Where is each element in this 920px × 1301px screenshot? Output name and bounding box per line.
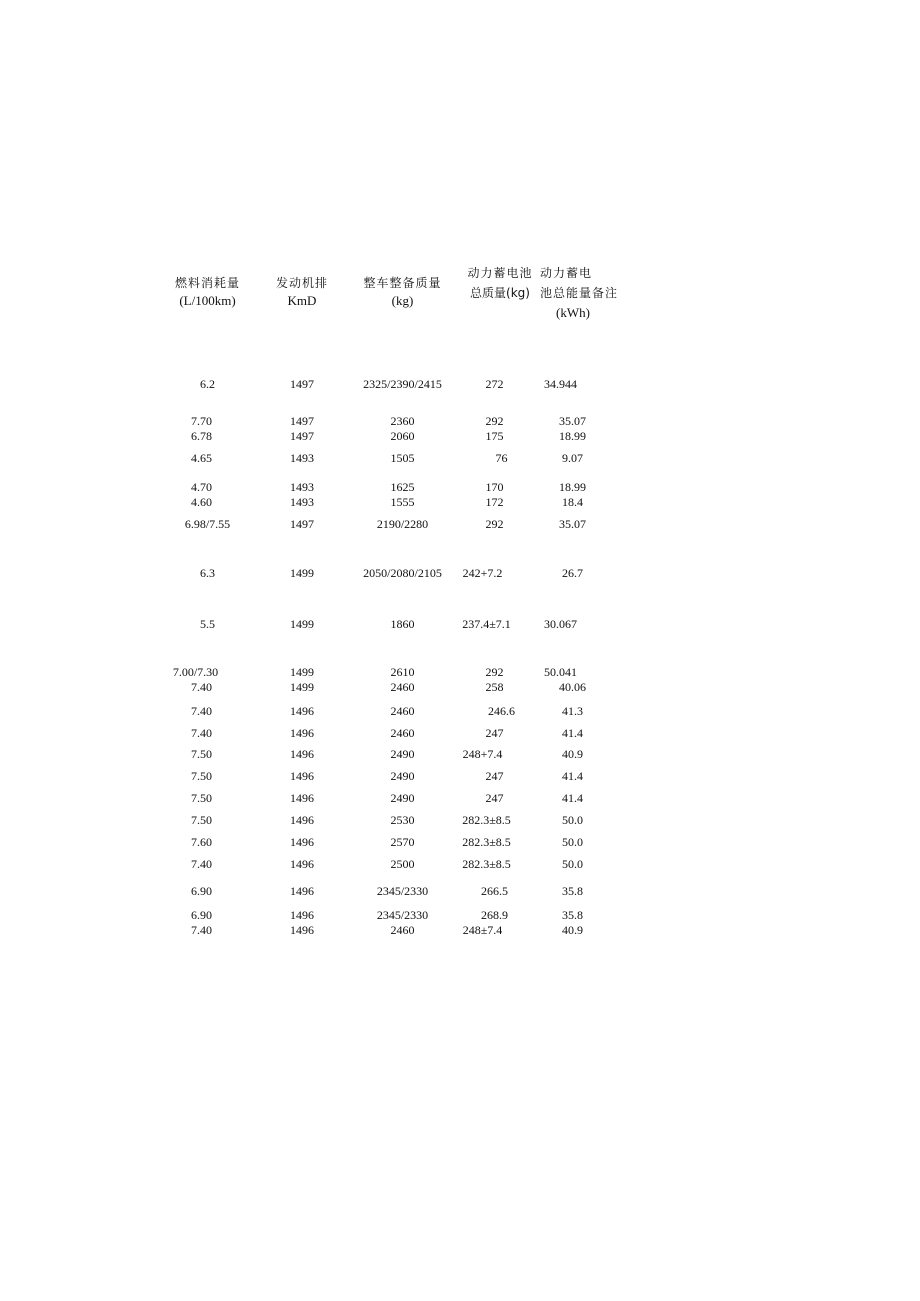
fuel-consumption-cell: 7.40 [191,680,212,694]
curb-weight-cell: 1555 [390,495,415,509]
header-battery-energy-unit: (kWh) [556,305,590,320]
curb-weight-cell: 2190/2280 [376,517,429,531]
fuel-consumption-cell: 4.60 [191,495,212,509]
engine-displacement-cell: 1497 [290,429,314,443]
fuel-consumption-cell: 7.40 [191,857,212,871]
battery-mass-cell: 242+7.2 [462,566,503,580]
battery-mass-cell: 248+7.4 [462,747,503,761]
battery-mass-cell: 237.4±7.1 [462,617,511,631]
battery-mass-cell: 282.3±8.5 [462,835,511,849]
curb-weight-cell: 2490 [390,747,415,761]
fuel-consumption-cell: 6.90 [191,908,212,922]
battery-mass-cell: 170 [485,480,504,494]
engine-displacement-cell: 1496 [290,923,314,937]
header-engine-displacement-cn: 发动机排 [275,276,328,290]
header-battery-energy-cn-2: 池总能量备注 [540,286,619,300]
battery-energy-cell: 40.9 [562,923,583,937]
battery-mass-cell: 76 [495,451,508,465]
battery-energy-cell: 18.99 [559,480,586,494]
curb-weight-cell: 1505 [390,451,415,465]
battery-energy-cell: 50.0 [562,857,583,871]
battery-mass-cell: 272 [485,377,504,391]
battery-energy-cell: 41.4 [562,726,583,740]
battery-mass-cell: 246.6 [488,704,515,718]
engine-displacement-cell: 1499 [290,665,314,679]
engine-displacement-cell: 1496 [290,835,314,849]
engine-displacement-cell: 1496 [290,704,314,718]
battery-energy-cell: 30.067 [544,617,577,631]
battery-mass-cell: 247 [485,769,504,783]
engine-displacement-cell: 1496 [290,791,314,805]
fuel-consumption-cell: 6.3 [200,566,215,580]
engine-displacement-cell: 1496 [290,747,314,761]
battery-mass-cell: 292 [485,517,504,531]
battery-mass-cell: 172 [485,495,504,509]
battery-mass-cell: 282.3±8.5 [462,857,511,871]
fuel-consumption-cell: 7.40 [191,726,212,740]
fuel-consumption-cell: 6.98/7.55 [184,517,231,531]
engine-displacement-cell: 1496 [290,884,314,898]
header-fuel-consumption-unit: (L/100km) [179,293,236,308]
battery-energy-cell: 41.4 [562,769,583,783]
curb-weight-cell: 2500 [390,857,415,871]
battery-energy-cell: 35.07 [559,414,586,428]
engine-displacement-cell: 1496 [290,769,314,783]
curb-weight-cell: 2460 [390,704,415,718]
battery-energy-cell: 50.041 [544,665,577,679]
curb-weight-cell: 2460 [390,923,415,937]
fuel-consumption-cell: 7.00/7.30 [172,665,219,679]
curb-weight-cell: 2460 [390,680,415,694]
battery-mass-cell: 282.3±8.5 [462,813,511,827]
header-engine-displacement [262,275,342,309]
fuel-consumption-cell: 6.90 [191,884,212,898]
fuel-consumption-cell: 7.70 [191,414,212,428]
battery-mass-cell: 292 [485,414,504,428]
engine-displacement-cell: 1493 [290,451,314,465]
engine-displacement-cell: 1497 [290,517,314,531]
battery-energy-cell: 9.07 [562,451,583,465]
curb-weight-cell: 2610 [390,665,415,679]
curb-weight-cell: 2060 [390,429,415,443]
battery-energy-cell: 26.7 [562,566,583,580]
engine-displacement-cell: 1497 [290,414,314,428]
curb-weight-cell: 1625 [390,480,415,494]
header-curb-weight [350,275,455,309]
battery-energy-cell: 35.8 [562,908,583,922]
curb-weight-cell: 2345/2330 [376,908,429,922]
fuel-consumption-cell: 7.50 [191,791,212,805]
battery-energy-cell: 40.9 [562,747,583,761]
fuel-consumption-cell: 4.65 [191,451,212,465]
header-fuel-consumption [160,275,255,309]
engine-displacement-cell: 1496 [290,726,314,740]
battery-mass-cell: 247 [485,726,504,740]
curb-weight-cell: 1860 [390,617,415,631]
battery-energy-cell: 50.0 [562,835,583,849]
battery-energy-cell: 35.8 [562,884,583,898]
battery-mass-cell: 247 [485,791,504,805]
curb-weight-cell: 2345/2330 [376,884,429,898]
header-battery-mass-cn: 动力蓄电池 [467,266,533,280]
battery-energy-cell: 50.0 [562,813,583,827]
battery-energy-cell: 18.4 [562,495,583,509]
engine-displacement-cell: 1493 [290,495,314,509]
fuel-consumption-cell: 7.40 [191,704,212,718]
engine-displacement-cell: 1496 [290,857,314,871]
battery-energy-cell: 41.4 [562,791,583,805]
curb-weight-cell: 2050/2080/2105 [363,566,442,580]
engine-displacement-cell: 1496 [290,908,314,922]
header-curb-weight-unit: (kg) [391,293,414,308]
engine-displacement-cell: 1497 [290,377,314,391]
header-engine-displacement-unit: KmD [287,293,317,308]
fuel-consumption-cell: 6.78 [191,429,212,443]
curb-weight-cell: 2490 [390,791,415,805]
battery-energy-cell: 35.07 [559,517,586,531]
engine-displacement-cell: 1496 [290,813,314,827]
engine-displacement-cell: 1493 [290,480,314,494]
engine-displacement-cell: 1499 [290,617,314,631]
battery-mass-cell: 266.5 [481,884,508,898]
battery-energy-cell: 41.3 [562,704,583,718]
battery-mass-cell: 248±7.4 [462,923,503,937]
curb-weight-cell: 2570 [390,835,415,849]
battery-energy-cell: 18.99 [559,429,586,443]
curb-weight-cell: 2490 [390,769,415,783]
header-fuel-consumption-cn: 燃料消耗量 [174,276,240,290]
header-curb-weight-cn: 整车整备质量 [363,276,442,290]
header-battery-energy-cn-1: 动力蓄电 [540,266,593,280]
curb-weight-cell: 2530 [390,813,415,827]
curb-weight-cell: 2460 [390,726,415,740]
fuel-consumption-cell: 5.5 [200,617,215,631]
battery-energy-cell: 34.944 [544,377,577,391]
fuel-consumption-cell: 7.40 [191,923,212,937]
battery-mass-cell: 175 [485,429,504,443]
fuel-consumption-cell: 7.60 [191,835,212,849]
curb-weight-cell: 2325/2390/2415 [363,377,442,391]
engine-displacement-cell: 1499 [290,566,314,580]
fuel-consumption-cell: 7.50 [191,813,212,827]
fuel-consumption-cell: 7.50 [191,769,212,783]
battery-mass-cell: 268.9 [481,908,508,922]
curb-weight-cell: 2360 [390,414,415,428]
engine-displacement-cell: 1499 [290,680,314,694]
battery-mass-cell: 258 [485,680,504,694]
battery-mass-cell: 292 [485,665,504,679]
fuel-consumption-cell: 6.2 [200,377,215,391]
battery-energy-cell: 40.06 [559,680,586,694]
fuel-consumption-cell: 7.50 [191,747,212,761]
header-battery-mass [455,265,545,302]
header-battery-energy [540,265,640,321]
fuel-consumption-cell: 4.70 [191,480,212,494]
header-battery-mass-unit: 总质量(kg) [470,286,530,300]
